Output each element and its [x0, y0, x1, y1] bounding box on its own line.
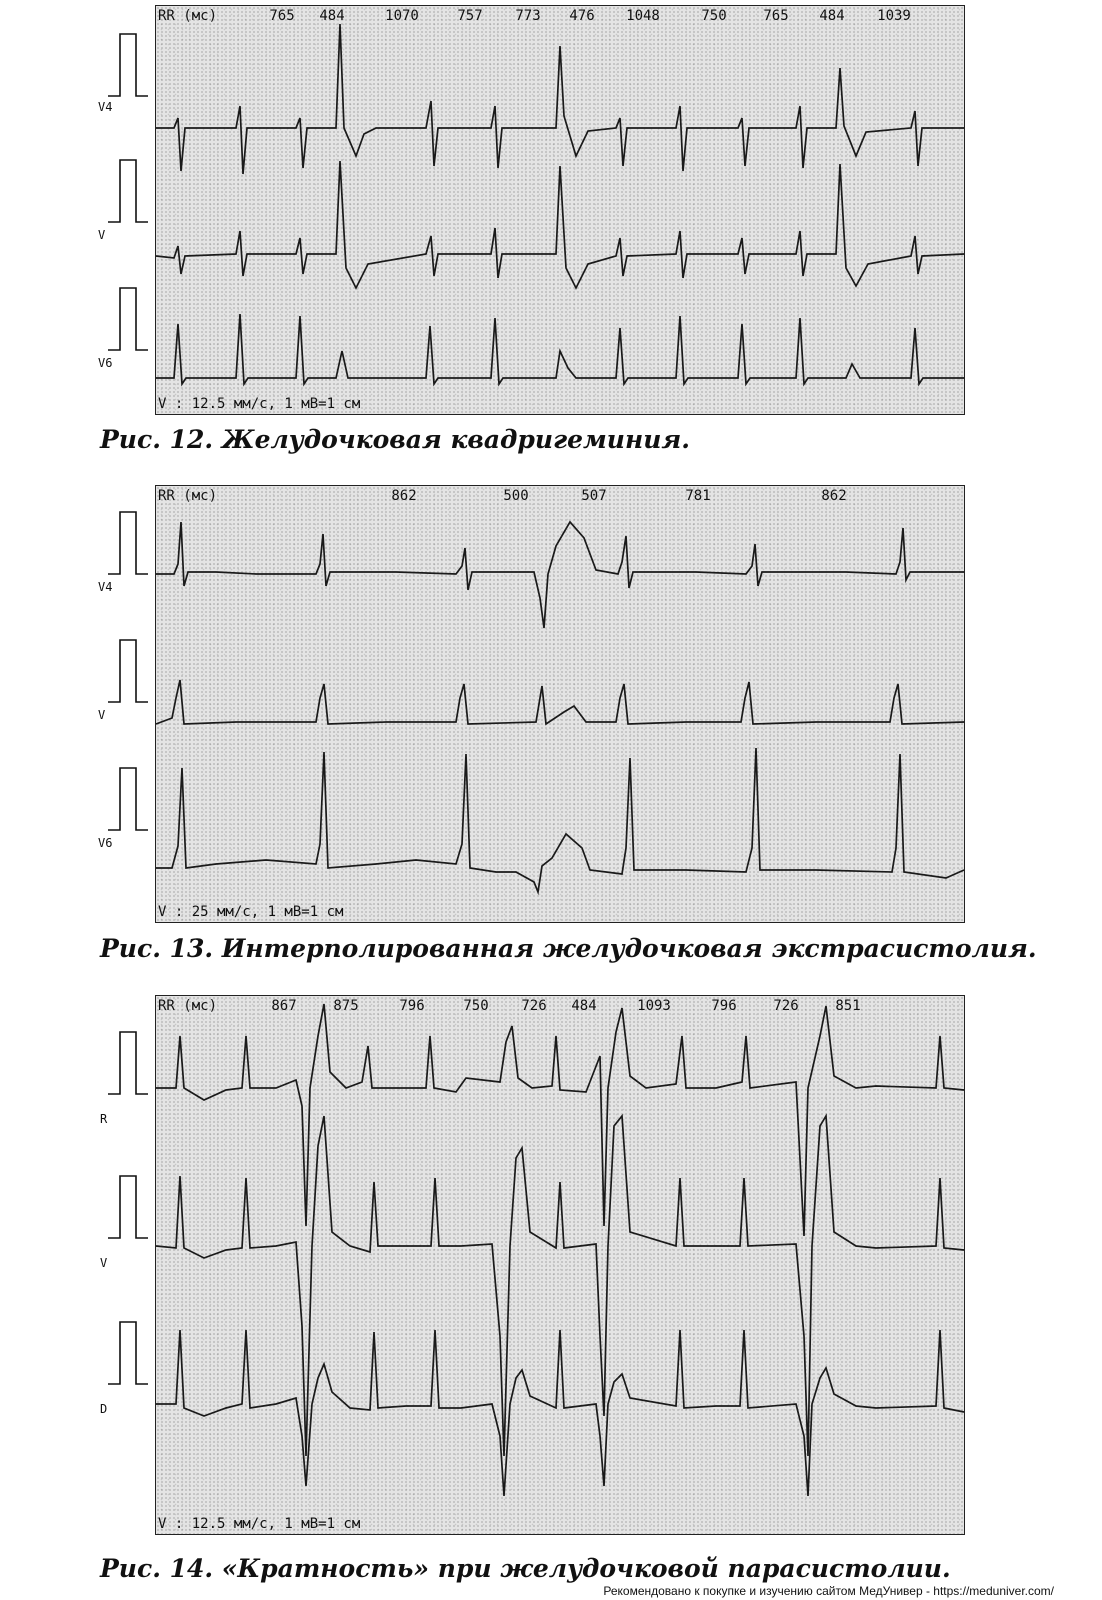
rr-value: 484 — [571, 998, 597, 1014]
rr-label: RR (мс) — [158, 8, 218, 24]
lead-label-v6: V6 — [98, 836, 113, 850]
calibration-pulse-icon — [108, 508, 148, 582]
calibration-pulse-icon — [108, 1172, 148, 1246]
calibration-pulse-icon — [108, 636, 148, 710]
ecg-trace-d — [156, 1330, 964, 1496]
rr-value: 484 — [319, 8, 345, 24]
scale-note: V : 25 мм/с, 1 мВ=1 см — [158, 904, 344, 920]
ecg-trace-v6 — [156, 314, 964, 384]
rr-value: 726 — [521, 998, 547, 1014]
rr-value: 796 — [711, 998, 737, 1014]
rr-value: 862 — [391, 488, 417, 504]
ecg-trace-v — [156, 1116, 964, 1456]
rr-value: 757 — [457, 8, 483, 24]
calibration-pulse-icon — [108, 156, 148, 230]
ecg-trace-v — [156, 161, 964, 288]
rr-value: 507 — [581, 488, 607, 504]
lead-label-v: V — [98, 708, 106, 722]
scale-note: V : 12.5 мм/с, 1 мВ=1 см — [158, 1516, 361, 1532]
rr-value: 500 — [503, 488, 529, 504]
ecg-traces — [156, 486, 966, 924]
lead-label-v: V — [98, 228, 106, 242]
watermark: Рекомендовано к покупке и изучению сайтом МедУнивер - https://meduniver.com/ — [603, 1584, 1054, 1598]
scale-note: V : 12.5 мм/с, 1 мВ=1 см — [158, 396, 361, 412]
ecg-panel — [155, 5, 965, 415]
rr-value: 484 — [819, 8, 845, 24]
lead-label-v: V — [100, 1256, 108, 1270]
ecg-trace-v4 — [156, 522, 964, 628]
calibration-pulse-icon — [108, 764, 148, 838]
ecg-panel — [155, 485, 965, 923]
ecg-panel — [155, 995, 965, 1535]
rr-value: 1093 — [637, 998, 671, 1014]
figure-caption: Рис. 13. Интерполированная желудочковая экстрасистолия. — [100, 934, 1037, 963]
figure-caption: Рис. 14. «Кратность» при желудочковой парасистолии. — [100, 1554, 951, 1583]
rr-value: 796 — [399, 998, 425, 1014]
ecg-traces — [156, 6, 966, 416]
ecg-trace-v4 — [156, 24, 964, 174]
rr-value: 476 — [569, 8, 595, 24]
lead-label-v6: V6 — [98, 356, 113, 370]
rr-value: 1070 — [385, 8, 419, 24]
rr-value: 862 — [821, 488, 847, 504]
rr-value: 765 — [269, 8, 295, 24]
rr-value: 867 — [271, 998, 297, 1014]
calibration-pulse-icon — [108, 1028, 148, 1102]
rr-value: 765 — [763, 8, 789, 24]
ecg-traces — [156, 996, 966, 1536]
lead-label-v4: V4 — [98, 580, 113, 594]
rr-label: RR (мс) — [158, 488, 218, 504]
calibration-pulse-icon — [108, 284, 148, 358]
rr-value: 750 — [463, 998, 489, 1014]
rr-value: 750 — [701, 8, 727, 24]
figure-caption: Рис. 12. Желудочковая квадригеминия. — [100, 425, 690, 454]
ecg-trace-v — [156, 680, 964, 724]
rr-value: 875 — [333, 998, 359, 1014]
ecg-trace-v6 — [156, 748, 964, 892]
calibration-pulse-icon — [108, 1318, 148, 1392]
lead-label-d: D — [100, 1402, 108, 1416]
lead-label-v4: V4 — [98, 100, 113, 114]
rr-value: 851 — [835, 998, 861, 1014]
rr-value: 1039 — [877, 8, 911, 24]
rr-label: RR (мс) — [158, 998, 218, 1014]
rr-value: 773 — [515, 8, 541, 24]
rr-value: 1048 — [626, 8, 660, 24]
ecg-trace-r — [156, 1004, 964, 1236]
lead-label-r: R — [100, 1112, 108, 1126]
rr-value: 781 — [685, 488, 711, 504]
calibration-pulse-icon — [108, 30, 148, 104]
rr-value: 726 — [773, 998, 799, 1014]
